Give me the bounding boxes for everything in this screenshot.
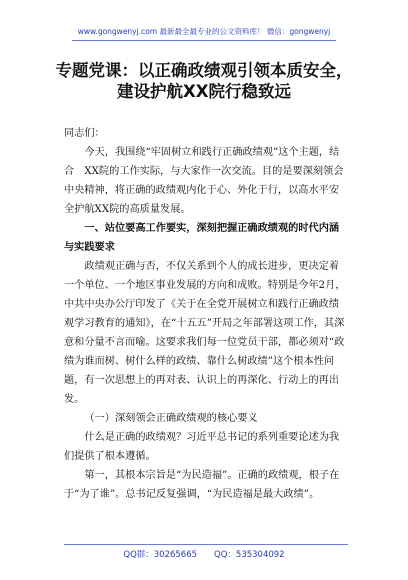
- section-heading-1: 一、站位要高工作要实，深刻把握正确政绩观的时代内涵与实践要求: [64, 223, 340, 253]
- page-title: [40, 60, 368, 102]
- salutation: 同志们：: [64, 128, 105, 139]
- paragraph-context: 政绩观正确与否，不仅关系到个人的成长进步，更决定着一个单位、一个地区事业发展的方向和成败。特别是今年2月，中共中央办公厅印发了《关于在全党开展树立和践行正确政绩观学习教育的通知》，在“十五五”开局之年部署这项工作，其深意和分量不言而喻。这要求我们每一位党员干部，都必须对“政绩为谁而树、树什么样的政绩、靠什么树政绩”这个根本性问题，有一次思想上的再对表、认识上的再深化、行动上的再出发。: [64, 261, 346, 405]
- page-header: www.gongwenyj.com 最新最全最专业的公文资料库！ 微信：gongwenyj: [77, 27, 331, 36]
- page-footer: QQ群：30265665 QQ：535304092: [123, 550, 285, 560]
- paragraph-first-point: 第一，其根本宗旨是“为民造福”。正确的政绩观，根子在于“为了谁”。总书记反复强调，“为民造福是最大政绩”。: [64, 470, 340, 500]
- paragraph-intro: 今天，我围绕“牢固树立和践行正确政绩观”这个主题，结合 XX院的工作实际，与大家作一次交流。目的是要深刻领会中央精神，将正确的政绩观内化于心、外化于行，以高水平安全护航XX院的高质量发展。: [64, 147, 344, 215]
- footer-divider: [64, 544, 348, 545]
- document-body: [64, 124, 348, 504]
- header-divider: [72, 40, 336, 41]
- paragraph-question: 什么是正确的政绩观？习近平总书记的系列重要论述为我们提供了根本遵循。: [64, 432, 340, 462]
- title-line-2: 建设护航XX院行稳致远: [117, 82, 291, 101]
- subsection-heading-1: （一）深刻领会正确政绩观的核心要义: [84, 413, 258, 424]
- title-line-1: 专题党课：以正确政绩观引领本质安全，: [55, 61, 353, 80]
